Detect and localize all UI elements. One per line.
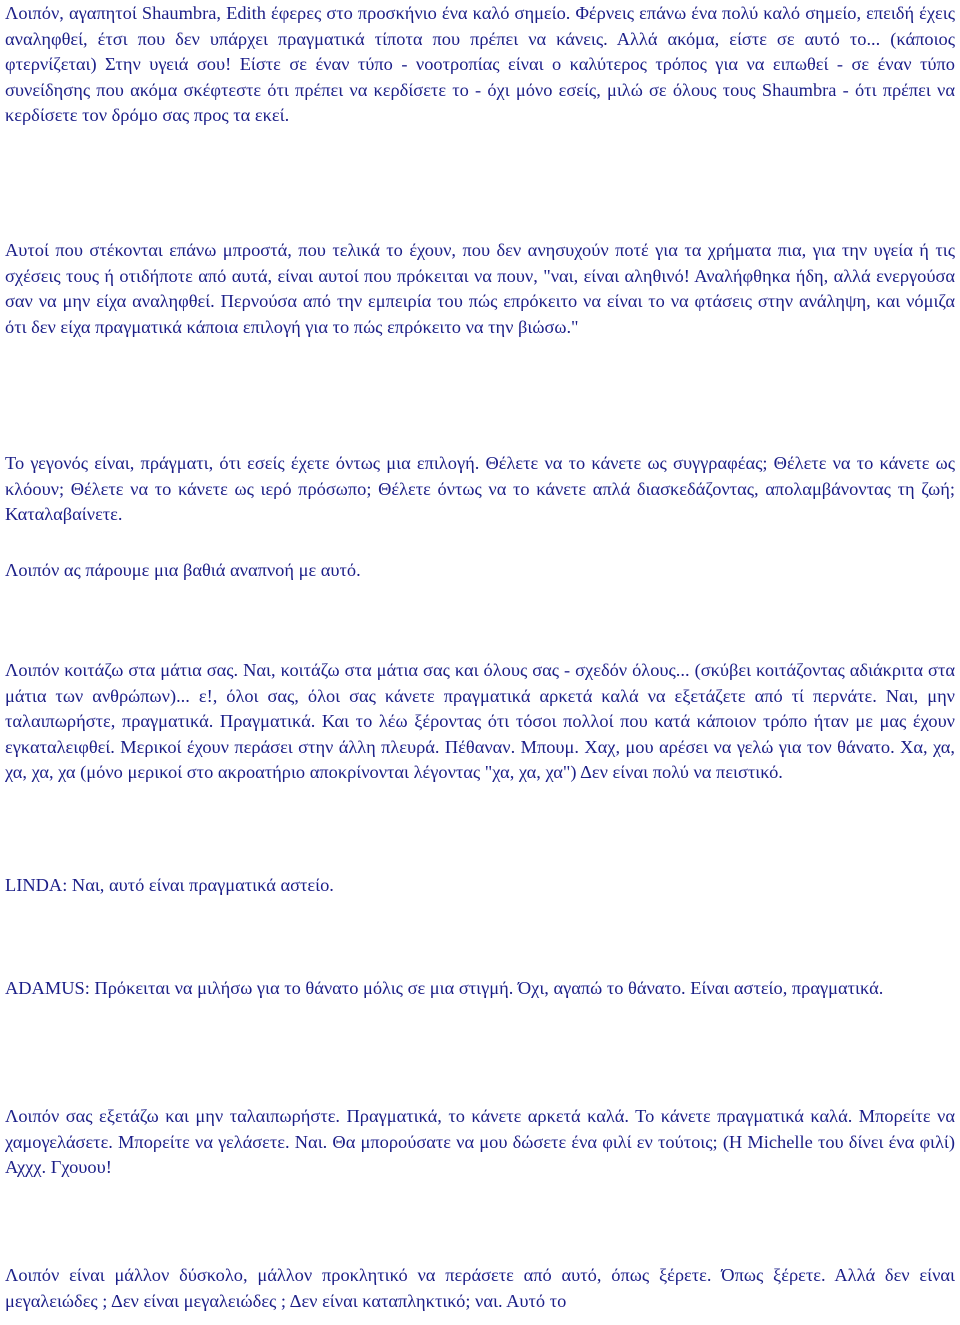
paragraph-looking-in-eyes: Λοιπόν κοιτάζω στα μάτια σας. Ναι, κοιτάζω στα μάτια σας και όλους σας - σχεδόν όλους... (σκύβει κοιτάζοντας αδιάκριτα στα μάτια των ανθρώπων)... ε!, όλοι σας, όλοι σας κάνετε πραγματικά αρκετά καλά να εξετάζετε από τί περνάτε. Ναι, μην ταλαιπωρήστε, πραγματικά. Πραγματικά. Και το λέω ξέροντας ότι τόσοι πολλοί που κατά κάποιον τρόπο ήταν με μας έχουν εγκαταλειφθεί. Μερικοί έχουν περάσει στην άλλη πλευρά. Πέθαναν. Μπουμ. Χαχ, μου αρέσει να γελώ για τον θάνατο. Χα, χα, χα, χα, χα (μόνο μερικοί στο ακροατήριο αποκρίνονται λέγοντας "χα, χα, χα") Δεν είναι πολύ να πειστικό. <box>5 660 955 783</box>
paragraph-those-in-front: Αυτοί που στέκονται επάνω μπροστά, που τελικά το έχουν, που δεν ανησυχούν ποτέ για τα χρήματα πια, για την υγεία ή τις σχέσεις τους ή οτιδήποτε από αυτά, είναι αυτοί που πρόκειται να πουν, "ναι, είναι αληθινό! Αναλήφθηκα ήδη, αλλά ενεργούσα σαν να μην είχα αναληφθεί. Περνούσα από την εμπειρία του πώς επρόκειτο να είναι το να φτάσεις στην ανάληψη, και νόμιζα ότι δεν είχα πραγματικά κάποια επιλογή για το πώς επρόκειτο να την βιώσω." <box>5 240 955 337</box>
paragraph-examining: Λοιπόν σας εξετάζω και μην ταλαιπωρήστε. Πραγματικά, το κάνετε αρκετά καλά. Το κάνετε πραγματικά καλά. Μπορείτε να χαμογελάσετε. Μπορείτε να γελάσετε. Ναι. Θα μπορούσατε να μου δώσετε ένα φιλί εν τούτοις; (Η Michelle του δίνει ένα φιλί) Αχχχ. Γχουου! <box>5 1106 955 1178</box>
paragraph-deep-breath: Λοιπόν ας πάρουμε μια βαθιά αναπνοή με αυτό. <box>5 560 361 580</box>
paragraph-adamus: ADAMUS: Πρόκειται να μιλήσω για το θάνατο μόλις σε μια στιγμή. Όχι, αγαπώ το θάνατο. Είναι αστείο, πραγματικά. <box>5 978 884 998</box>
paragraph-edith: Λοιπόν, αγαπητοί Shaumbra, Edith έφερες στο προσκήνιο ένα καλό σημείο. Φέρνεις επάνω ένα πολύ καλό σημείο, επειδή έχεις αναληφθεί, έτσι που δεν υπάρχει πραγματικά τίποτα που πρέπει να κάνεις. Αλλά ακόμα, είστε σε αυτό το... (κάποιος φτερνίζεται) Στην υγειά σου! Είστε σε έναν τύπο - νοοτροπίας είναι ο καλύτερος τρόπος για να ειπωθεί - σε έναν τύπο συνείδησης που ακόμα σκέφτεστε ότι πρέπει να κερδίσετε το - όχι μόνο εσείς, μιλώ σε όλους τους Shaumbra - ότι πρέπει να κερδίσετε τον δρόμο σας προς τα εκεί. <box>5 3 955 126</box>
paragraph-difficult: Λοιπόν είναι μάλλον δύσκολο, μάλλον προκλητικό να περάσετε από αυτό, όπως ξέρετε. Όπως ξέρετε. Αλλά δεν είναι μεγαλειώδες ; Δεν είναι μεγαλειώδες ; Δεν είναι καταπληκτικό; ναι. Αυτό το <box>5 1265 955 1311</box>
paragraph-linda: LINDA: Ναι, αυτό είναι πραγματικά αστείο. <box>5 875 334 895</box>
paragraph-choice: Το γεγονός είναι, πράγματι, ότι εσείς έχετε όντως μια επιλογή. Θέλετε να το κάνετε ως συγγραφέας; Θέλετε να το κάνετε ως κλόουν; Θέλετε να το κάνετε ως ιερό πρόσωπο; Θέλετε όντως να το κάνετε απλά διασκεδάζοντας, απολαμβάνοντας τη ζωή; Καταλαβαίνετε. <box>5 453 955 525</box>
